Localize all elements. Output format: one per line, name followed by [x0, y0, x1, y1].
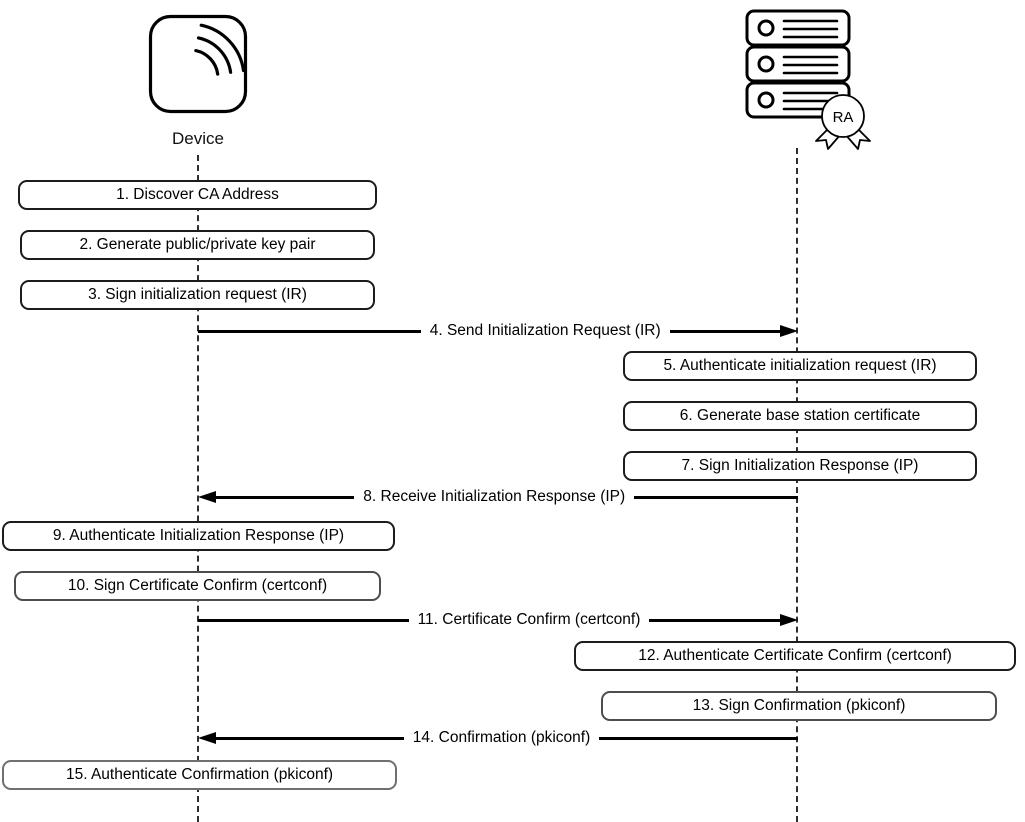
step-box-3: [20, 280, 375, 310]
arrow-line: [198, 619, 409, 622]
arrow-line: [215, 496, 354, 499]
step-label-7: 7. Sign Initialization Response (IP): [681, 457, 919, 474]
step-box-15: [2, 760, 397, 790]
message-arrow-14: [198, 723, 798, 753]
step-label-10: 10. Sign Certificate Confirm (certconf): [67, 577, 328, 594]
step-box-2: [20, 230, 375, 260]
server-stack-icon: [742, 6, 872, 150]
message-label-4: 4. Send Initialization Request (IR): [429, 322, 661, 339]
step-label-2: 2. Generate public/private key pair: [79, 236, 316, 253]
step-box-9: [2, 521, 395, 551]
step-box-12: [574, 641, 1016, 671]
arrowhead-right-icon: [780, 614, 798, 626]
step-label-3: 3. Sign initialization request (IR): [88, 286, 307, 303]
step-label-13: 13. Sign Confirmation (pkiconf): [692, 697, 906, 714]
arrow-line: [649, 619, 781, 622]
arrowhead-left-icon: [198, 491, 216, 503]
message-label-11: 11. Certificate Confirm (certconf): [417, 611, 641, 628]
message-arrow-8: [198, 482, 798, 512]
step-label-9: 9. Authenticate Initialization Response (IP): [52, 527, 345, 544]
arrow-line: [599, 737, 798, 740]
arrow-line: [670, 330, 781, 333]
arrow-line: [634, 496, 798, 499]
arrowhead-left-icon: [198, 732, 216, 744]
ra-badge-label: RA: [832, 109, 854, 126]
step-label-1: 1. Discover CA Address: [116, 186, 279, 203]
step-label-15: 15. Authenticate Confirmation (pkiconf): [65, 766, 334, 783]
step-label-5: 5. Authenticate initialization request (IR): [663, 357, 937, 374]
message-label-8: 8. Receive Initialization Response (IP): [363, 488, 626, 505]
wireless-device-icon: [148, 14, 248, 114]
message-arrow-4: [198, 316, 798, 346]
step-label-12: 12. Authenticate Certificate Confirm (certconf): [638, 647, 952, 664]
step-box-6: [623, 401, 977, 431]
step-box-7: [623, 451, 977, 481]
message-arrow-11: [198, 605, 798, 635]
arrow-line: [215, 737, 404, 740]
message-label-14: 14. Confirmation (pkiconf): [412, 729, 591, 746]
step-box-1: [18, 180, 377, 210]
device-actor-label: Device: [172, 129, 224, 148]
step-box-13: [601, 691, 997, 721]
arrowhead-right-icon: [780, 325, 798, 337]
step-box-5: [623, 351, 977, 381]
step-box-10: [14, 571, 381, 601]
arrow-line: [198, 330, 421, 333]
step-label-6: 6. Generate base station certificate: [679, 407, 921, 424]
